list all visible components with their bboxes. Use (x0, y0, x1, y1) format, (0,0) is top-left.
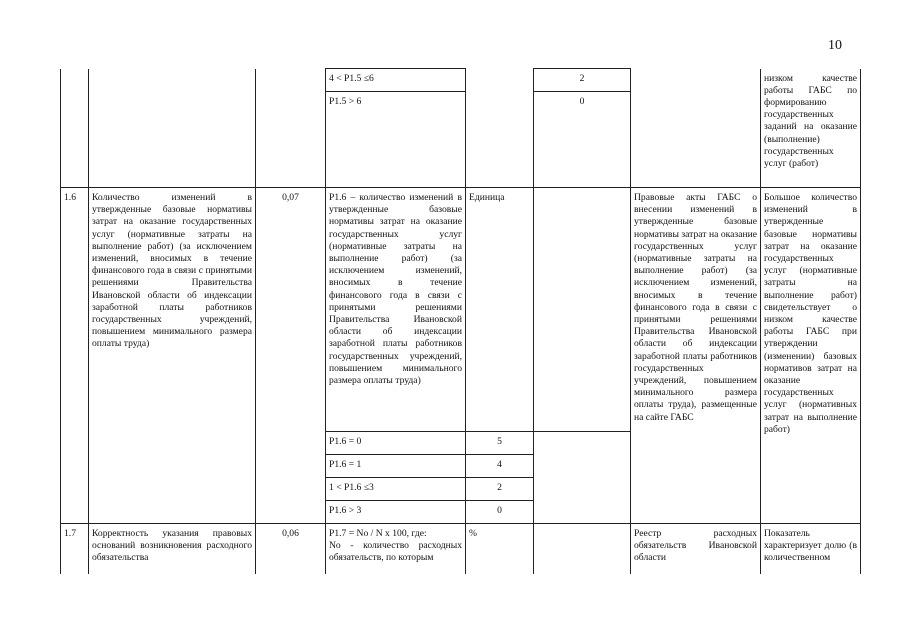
score-points: 2 (534, 69, 631, 92)
table-row (61, 69, 861, 92)
name-cell (89, 69, 256, 188)
indicator-formula: P1.6 – количество изменений в утвержденные базовые нормативы затрат на оказание государственных услуг (нормативные затраты на выполнение работ) (за исключением изменений, вносимых в течение финансового года в связи с принятыми решениями Правительства Ивановской области об индексации заработной платы работников государственных учреждений, повышением минимального размера оплаты труда) (326, 188, 466, 432)
indicator-number: 1.6 (61, 188, 89, 524)
indicator-source: Правовые акты ГАБС о внесении изменений в утвержденные базовые нормативы затрат на оказание государственных услуг (нормативные затраты на выполнение работ) (за исключением изменений, вносимых в течение финансового года в связи с принятыми решениями Правительства Ивановской области об индексации заработной платы работников государственных учреждений, повышением минимального размера оплаты труда), размещенные на сайте ГАБС (631, 188, 761, 524)
score-condition: P1.6 > 3 (326, 501, 466, 524)
score-points: 0 (466, 501, 534, 524)
rating-table (60, 68, 861, 574)
table-row (61, 524, 861, 574)
score-points: 4 (466, 455, 534, 478)
indicator-name: Количество изменений в утвержденные базовые нормативы затрат на оказание государственных услуг (нормативные затраты на выполнение работ) (за исключением изменений, вносимых в течение финансового года в связи с принятыми решениями Правительства Ивановской области об индексации заработной платы работников государственных учреждений, повышением минимального размера оплаты труда) (89, 188, 256, 524)
score-points: 2 (466, 478, 534, 501)
num-cell (61, 69, 89, 188)
score-points (534, 524, 631, 574)
table-row (61, 188, 861, 432)
score-points: 5 (466, 432, 534, 455)
score-condition: 4 < P1.5 ≤6 (326, 69, 466, 92)
indicator-conclusion: Показатель характеризует долю (в количественном (761, 524, 861, 574)
indicator-number: 1.7 (61, 524, 89, 574)
indicator-weight: 0,06 (256, 524, 326, 574)
page-number: 10 (828, 38, 842, 53)
indicator-name: Корректность указания правовых оснований возникновения расходного обязательства (89, 524, 256, 574)
weight-cell (256, 69, 326, 188)
score-points (534, 188, 631, 432)
source-cell (631, 69, 761, 188)
indicator-weight: 0,07 (256, 188, 326, 524)
conclusion-cell: низком качестве работы ГАБС по формированию государственных заданий на оказание (выполнение) государственных услуг (работ) (761, 69, 861, 188)
score-condition: P1.6 = 0 (326, 432, 466, 455)
score-condition: 1 < P1.6 ≤3 (326, 478, 466, 501)
indicator-conclusion: Большое количество изменений в утвержденные базовые нормативы затрат на оказание государственных услуг (нормативные затраты на выполнение работ) свидетельствует о низком качестве работы ГАБС при утверждении (изменении) базовых нормативов затрат на оказание государственных услуг (нормативных затрат на выполнение работ) (761, 188, 861, 524)
unit-cell (466, 69, 534, 188)
score-condition: P1.6 = 1 (326, 455, 466, 478)
indicator-unit: % (466, 524, 534, 574)
indicator-source: Реестр расходных обязательств Ивановской области (631, 524, 761, 574)
score-points: 0 (534, 92, 631, 188)
indicator-formula: P1.7 = No / N x 100, где: No - количество расходных обязательств, по которым (326, 524, 466, 574)
indicator-unit: Единица (466, 188, 534, 432)
score-condition: P1.5 > 6 (326, 92, 466, 188)
